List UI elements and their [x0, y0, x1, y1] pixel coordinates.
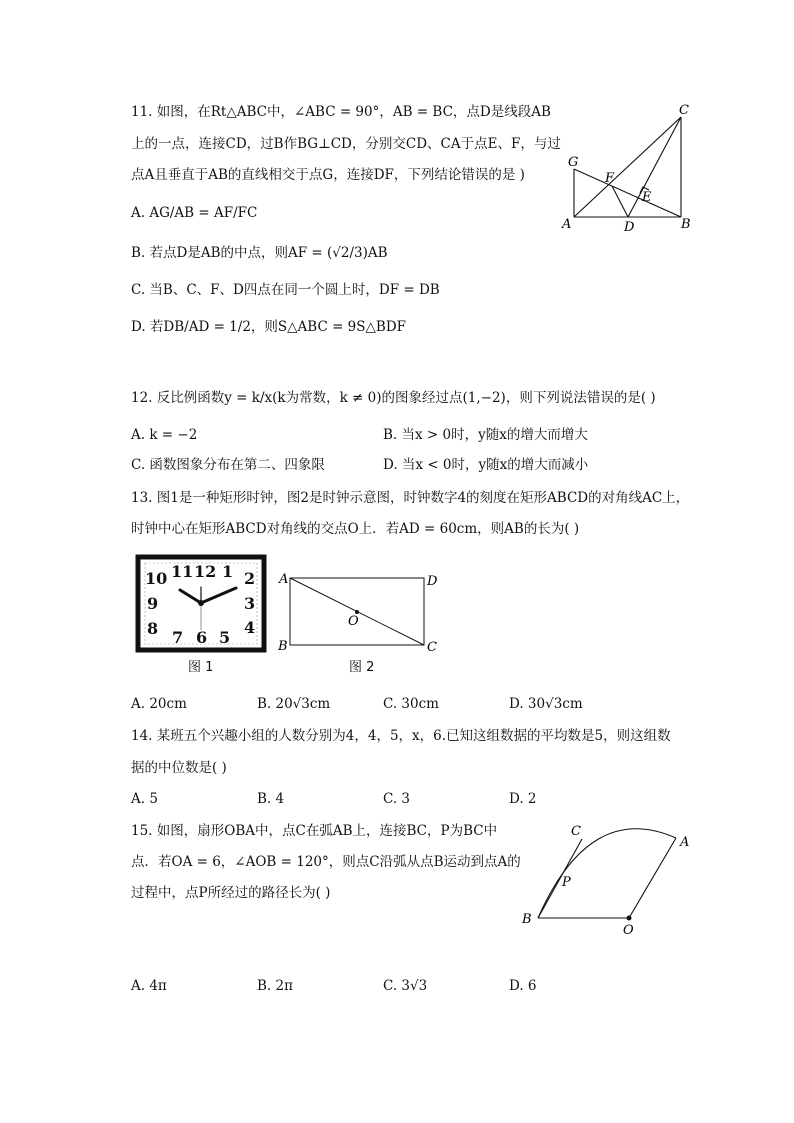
q14-option-d: D. 2 [509, 791, 537, 807]
q13-figure1-caption: 图 1 [188, 660, 214, 675]
q14-option-c: C. 3 [383, 791, 411, 807]
q12-option-c: C. 函数图象分布在第二、四象限 [131, 457, 325, 473]
q12-option-d: D. 当x < 0时，y随x的增大而减小 [383, 457, 589, 473]
q15-label-c: C [571, 824, 581, 839]
q15-stem-line3: 过程中，点P所经过的路径长为( ) [131, 885, 331, 901]
q11-label-g: G [568, 155, 579, 170]
q14-stem-line2: 据的中位数是( ) [131, 760, 227, 776]
q13-option-b: B. 20√3cm [257, 696, 331, 712]
q13-option-a: A. 20cm [131, 696, 187, 712]
q13-fig2-label-o: O [348, 614, 359, 629]
clock-number-7: 7 [172, 628, 184, 647]
q15-option-a: A. 4π [131, 978, 167, 994]
q13-fig2-label-c: C [427, 640, 437, 655]
q11-label-d: D [624, 220, 635, 235]
q13-fig2-label-b: B [278, 639, 288, 654]
q13-stem-line1: 13. 图1是一种矩形时钟，图2是时钟示意图，时钟数字4的刻度在矩形ABCD的对角线AC上， [131, 490, 690, 506]
q11-label-f: F [605, 171, 615, 186]
q11-option-a: A. AG/AB = AF/FC [131, 205, 258, 221]
q14-option-b: B. 4 [257, 791, 285, 807]
q15-label-o: O [623, 923, 634, 938]
q15-stem-line2: 点．若OA = 6，∠AOB = 120°，则点C沿弧从点B运动到点A的 [131, 854, 521, 870]
q11-option-d: D. 若DB/AD = 1/2，则S△ABC = 9S△BDF [131, 319, 407, 335]
q11-label-c: C [679, 103, 689, 118]
q15-label-p: P [562, 875, 571, 890]
q14-stem-line1: 14. 某班五个兴趣小组的人数分别为4，4，5，x，6.已知这组数据的平均数是5，则这组数 [131, 728, 671, 744]
q15-option-b: B. 2π [257, 978, 293, 994]
q11-stem-line3: 点A且垂直于AB的直线相交于点G，连接DF，下列结论错误的是 ) [131, 167, 525, 183]
q15-label-a: A [680, 835, 690, 850]
clock-number-9: 9 [147, 594, 159, 613]
clock-number-5: 5 [219, 628, 231, 647]
clock-number-11: 11 [171, 562, 194, 581]
q13-figure2-caption: 图 2 [349, 660, 375, 675]
q11-option-b: B. 若点D是AB的中点，则AF = (√2/3)AB [131, 245, 388, 261]
clock-number-2: 2 [244, 569, 256, 588]
clock-number-1: 1 [222, 562, 234, 581]
q15-stem-line1: 15. 如图，扇形OBA中，点C在弧AB上，连接BC，P为BC中 [131, 823, 498, 839]
q11-label-a: A [562, 217, 572, 232]
q13-fig2-label-d: D [427, 574, 438, 589]
q11-option-c: C. 当B、C、F、D四点在同一个圆上时，DF = DB [131, 282, 440, 298]
q13-stem-line2: 时钟中心在矩形ABCD对角线的交点O上．若AD = 60cm，则AB的长为( ) [131, 521, 580, 537]
clock-number-8: 8 [147, 619, 159, 638]
q13-option-c: C. 30cm [383, 696, 439, 712]
q11-label-b: B [681, 217, 691, 232]
q15-option-c: C. 3√3 [383, 978, 428, 994]
q15-label-b: B [522, 912, 532, 927]
q13-fig2-label-a: A [279, 572, 289, 587]
q11-stem-line2: 上的一点，连接CD，过B作BG⊥CD，分别交CD、CA于点E、F，与过 [131, 136, 561, 152]
q14-option-a: A. 5 [131, 791, 158, 807]
q13-option-d: D. 30√3cm [509, 696, 583, 712]
q12-option-a: A. k = −2 [131, 427, 198, 443]
q12-option-b: B. 当x > 0时，y随x的增大而增大 [383, 427, 588, 443]
clock-number-4: 4 [244, 618, 256, 637]
clock-number-10: 10 [145, 569, 168, 588]
q11-stem-line1: 11. 如图，在Rt△ABC中，∠ABC = 90°，AB = BC，点D是线段AB [131, 104, 551, 120]
q11-label-e: E [642, 190, 652, 205]
clock-number-6: 6 [196, 628, 208, 647]
q12-stem: 12. 反比例函数y = k/x(k为常数，k ≠ 0)的图象经过点(1,−2)，则下列说法错误的是( ) [131, 390, 656, 406]
clock-number-3: 3 [244, 594, 256, 613]
clock-number-12: 12 [194, 562, 217, 581]
q15-option-d: D. 6 [509, 978, 537, 994]
